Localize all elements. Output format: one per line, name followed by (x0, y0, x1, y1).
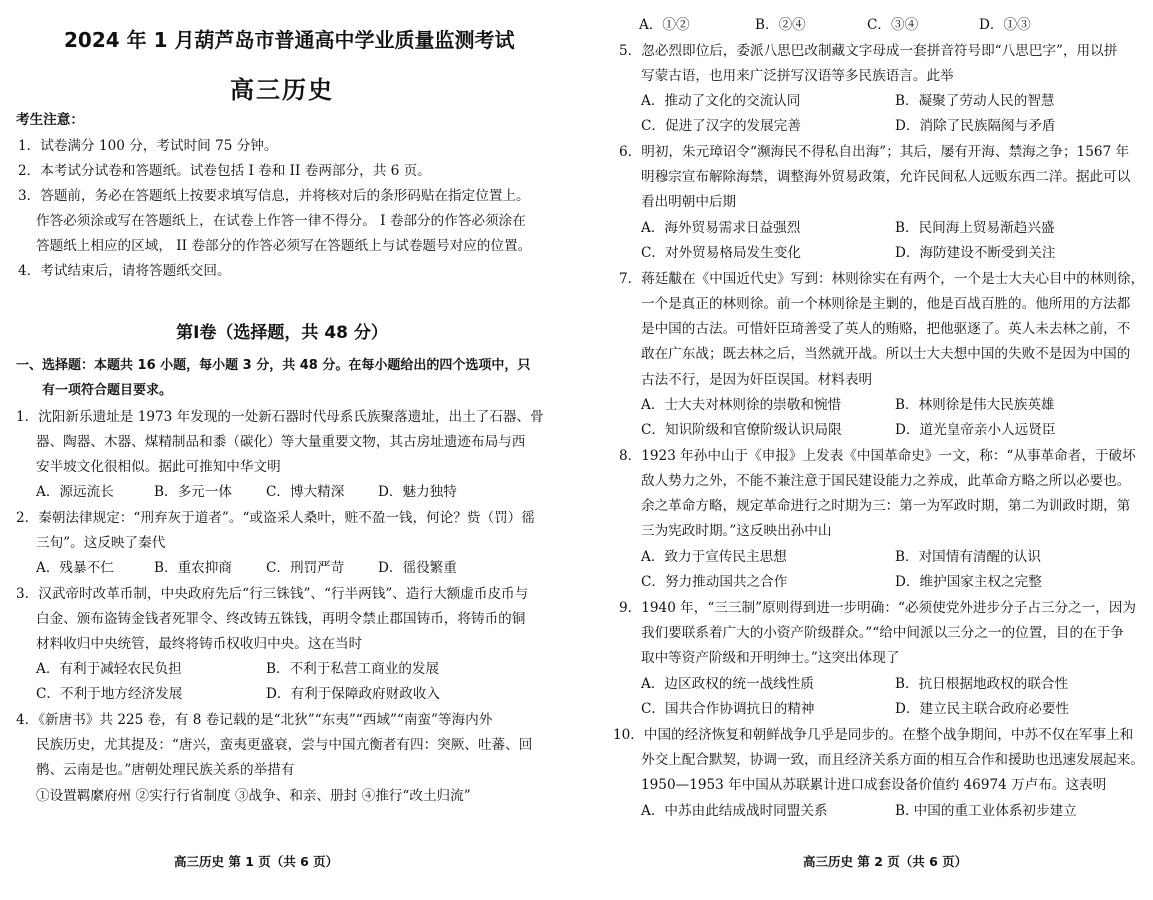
option-d: D．有利于保障政府财政收入 (266, 686, 441, 702)
option-c: C．博大精深 (266, 484, 345, 500)
question-6-text: 明穆宗宣布解除海禁，调整海外贸易政策，允许民间私人远贩东西二洋。据此可以 (641, 169, 1131, 185)
question-7-text: 7．蒋廷黻在《中国近代史》写到：林则徐实在有两个，一个是士大夫心目中的林则徐， (619, 271, 1145, 287)
question-9-text: 我们要联系着广大的小资产阶级群众。”“给中间派以三分之一的位置，目的在于争 (641, 625, 1124, 641)
question-7-text: 一个是真正的林则徐。前一个林则徐是主剿的，他是百战百胜的。他所用的方法都 (641, 296, 1131, 312)
option-a: A．海外贸易需求日益强烈 (641, 220, 801, 236)
question-4-text: 鹘、云南是也。”唐朝处理民族关系的举措有 (36, 762, 295, 778)
question-8-text: 余之革命方略，规定革命进行之时期为三：第一为军政时期，第二为训政时期，第 (641, 498, 1131, 514)
option-b: B．抗日根据地政权的联合性 (895, 676, 1069, 692)
option-c: C．知识阶级和官僚阶级认识局限 (641, 422, 842, 438)
question-9-text: 取中等资产阶级和开明绅士。”这突出体现了 (641, 650, 900, 666)
option-b: B．民间海上贸易渐趋兴盛 (895, 220, 1055, 236)
option-a: A．士大夫对林则徐的崇敬和惋惜 (641, 397, 842, 413)
notice-item: 答题纸上相应的区域， II 卷部分的作答必须写在答题纸上与试卷题号对应的位置。 (36, 238, 532, 254)
option-b: B．②④ (755, 17, 806, 33)
option-c: C．国共合作协调抗日的精神 (641, 701, 815, 717)
option-d: D．徭役繁重 (378, 560, 457, 576)
option-c: C．③④ (867, 17, 919, 33)
question-7-text: 古法不行，是因为奸臣误国。材料表明 (641, 372, 873, 388)
option-a: A．中苏由此结成战时同盟关系 (641, 803, 828, 819)
question-10-text: 1950—1953 年中国从苏联累计进口成套设备价值约 46974 万卢布。这表明 (641, 777, 1107, 793)
notice-item: 2．本考试分试卷和答题纸。试卷包括 I 卷和 II 卷两部分，共 6 页。 (18, 163, 431, 179)
option-c: C．努力推动国共之合作 (641, 574, 788, 590)
notice-heading: 考生注意： (16, 112, 84, 128)
option-c: C．不利于地方经济发展 (36, 686, 183, 702)
question-2-text: 2．秦朝法律规定：“刑弃灰于道者”。“或盗采人桑叶，赃不盈一钱，何论？赀（罚）徭 (16, 510, 535, 526)
subject-title: 高三历史 (230, 76, 334, 104)
question-6-text: 看出明朝中后期 (641, 194, 737, 210)
question-5-text: 写蒙古语，也用来广泛拼写汉语等多民族语言。此举 (641, 68, 954, 84)
option-c: C．促进了汉字的发展完善 (641, 118, 801, 134)
question-8-text: 敌人势力之外，不能不兼注意于国民建设能力之养成，此革命方略之所以必要也。 (641, 473, 1131, 489)
option-a: A．源远流长 (36, 484, 114, 500)
question-6-text: 6．明初，朱元璋诏令“濒海民不得私自出海”；其后，屡有开海、禁海之争；1567 年 (619, 144, 1130, 160)
question-7-text: 敢在广东战；既去林之后，当然就开战。所以士大夫想中国的失败不是因为中国的 (641, 346, 1131, 362)
question-1-text: 器、陶器、木器、煤精制品和黍（碳化）等大量重要文物，其古房址遗迹布局与西 (36, 434, 526, 450)
option-a: A．①② (639, 17, 690, 33)
question-10-text: 10．中国的经济恢复和朝鲜战争几乎是同步的。在整个战争期间，中苏不仅在军事上和 (613, 727, 1134, 743)
notice-item: 作答必须涂或写在答题纸上，在试卷上作答一律不得分。 I 卷部分的作答必须涂在 (36, 213, 526, 229)
option-a: A．边区政权的统一战线性质 (641, 676, 814, 692)
instructions: 一、选择题：本题共 16 小题，每小题 3 分，共 48 分。在每小题给出的四个选项中，只 (16, 358, 531, 373)
page-footer: 高三历史 第 1 页（共 6 页） (174, 854, 339, 869)
notice-item: 1．试卷满分 100 分，考试时间 75 分钟。 (18, 138, 278, 154)
option-d: D．维护国家主权之完整 (895, 574, 1042, 590)
option-d: D．海防建设不断受到关注 (895, 245, 1056, 261)
question-7-text: 是中国的古法。可惜奸臣琦善受了英人的贿赂，把他驱逐了。英人未去林之前，不 (641, 321, 1131, 337)
section-title: 第Ⅰ卷（选择题，共 48 分） (176, 323, 388, 343)
page-footer: 高三历史 第 2 页（共 6 页） (803, 854, 968, 869)
option-d: D．魅力独特 (378, 484, 457, 500)
option-c: C．刑罚严苛 (266, 560, 345, 576)
question-8-text: 8．1923 年孙中山于《申报》上发表《中国革命史》一文，称：“从事革命者，于破坏 (619, 448, 1136, 464)
option-a: A．有利于减轻农民负担 (36, 661, 182, 677)
option-d: D．道光皇帝亲小人远贤臣 (895, 422, 1056, 438)
question-3-text: 白金、颁布盗铸金钱者死罪令、终改铸五铢钱，再明令禁止郡国铸币，将铸币的铜 (36, 611, 526, 627)
option-d: D．①③ (979, 17, 1031, 33)
question-4-text: 4．《新唐书》共 225 卷，有 8 卷记载的是“北狄”“东夷”“西域”“南蛮”等海内外 (16, 712, 493, 728)
question-9-text: 9．1940 年，“三三制”原则得到进一步明确：“必须使党外进步分子占三分之一，因为 (619, 600, 1137, 616)
option-a: A．致力于宣传民主思想 (641, 549, 787, 565)
question-1-text: 1．沈阳新乐遗址是 1973 年发现的一处新石器时代母系氏族聚落遗址，出土了石器、骨 (16, 409, 544, 425)
option-c: C．对外贸易格局发生变化 (641, 245, 801, 261)
option-b: B．不利于私营工商业的发展 (266, 661, 440, 677)
option-b: B．林则徐是伟大民族英雄 (895, 397, 1055, 413)
instructions: 有一项符合题目要求。 (42, 383, 173, 398)
option-b: B．重农抑商 (154, 560, 232, 576)
option-d: D．消除了民族隔阂与矛盾 (895, 118, 1056, 134)
question-8-text: 三为宪政时期。”这反映出孙中山 (641, 523, 832, 539)
option-a: A．推动了文化的交流认同 (641, 93, 801, 109)
question-4-statements: ①设置羁縻府州 ②实行行省制度 ③战争、和亲、册封 ④推行“改土归流” (36, 788, 471, 804)
option-b: B．对国情有清醒的认识 (895, 549, 1041, 565)
question-5-text: 5．忽必烈即位后，委派八思巴改制藏文字母成一套拼音符号即“八思巴字”，用以拼 (619, 43, 1118, 59)
question-3-text: 材料收归中央统管，最终将铸币权收归中央。这在当时 (36, 636, 363, 652)
option-b: B．多元一体 (154, 484, 232, 500)
notice-item: 4．考试结束后，请将答题纸交回。 (18, 263, 231, 279)
option-b: B. 中国的重工业体系初步建立 (895, 803, 1077, 819)
question-3-text: 3．汉武帝时改革币制，中央政府先后“行三铢钱”、“行半两钱”、造行大额虚币皮币与 (16, 586, 529, 602)
question-10-text: 外交上配合默契，协调一致，而且经济关系方面的相互合作和援助也迅速发展起来。 (641, 752, 1144, 768)
option-d: D．建立民主联合政府必要性 (895, 701, 1070, 717)
question-2-text: 三旬”。这反映了秦代 (36, 535, 166, 551)
option-b: B．凝聚了劳动人民的智慧 (895, 93, 1055, 109)
question-4-text: 民族历史，尤其提及：“唐兴，蛮夷更盛衰，尝与中国亢衡者有四：突厥、吐蕃、回 (36, 737, 533, 753)
question-1-text: 安半坡文化很相似。据此可推知中华文明 (36, 459, 281, 475)
exam-title: 2024 年 1 月葫芦岛市普通高中学业质量监测考试 (64, 28, 515, 52)
notice-item: 3．答题前，务必在答题纸上按要求填写信息，并将核对后的条形码贴在指定位置上。 (18, 188, 530, 204)
option-a: A．残暴不仁 (36, 560, 114, 576)
